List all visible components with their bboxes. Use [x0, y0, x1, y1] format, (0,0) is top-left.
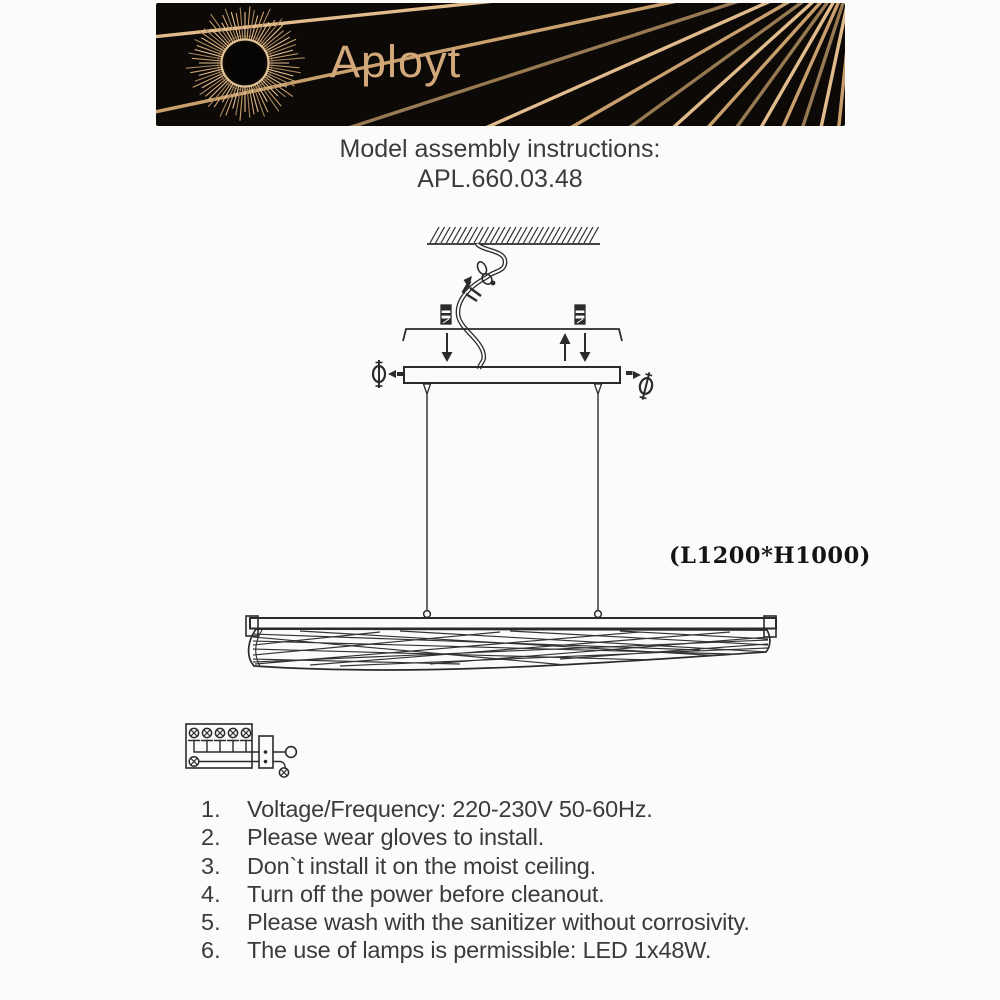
item-number: 5. [201, 909, 221, 936]
list-item [201, 908, 871, 936]
canopy-bar [404, 367, 620, 383]
item-text: Please wash with the sanitizer without corrosivity. [247, 909, 750, 936]
mounting-bracket [403, 329, 622, 341]
lamp-top-bar [250, 618, 776, 629]
item-text: Don`t install it on the moist ceiling. [247, 852, 596, 879]
item-number: 3. [201, 852, 221, 879]
side-screw-left-icon [373, 360, 404, 388]
item-number: 1. [201, 796, 221, 822]
item-text: Voltage/Frequency: 220-230V 50-60Hz. [247, 796, 653, 822]
ceiling-hatch [430, 227, 599, 243]
assembly-diagram [150, 200, 870, 800]
item-text: The use of lamps is permissible: LED 1x48W. [247, 937, 712, 964]
wall-anchor-left-icon [441, 305, 451, 324]
suspension-wire-left [424, 384, 431, 617]
side-screw-right-icon [626, 371, 655, 401]
title-block [0, 135, 1000, 194]
list-item [201, 823, 871, 851]
item-number: 4. [201, 880, 221, 907]
lamp-end-cap-right [764, 616, 776, 637]
page-title: Model assembly instructions: [339, 135, 661, 163]
item-text: Please wear gloves to install. [247, 824, 545, 851]
instructions-list [201, 795, 871, 965]
power-cable-icon [458, 244, 505, 369]
brand-name: Aployt [330, 36, 462, 87]
suspension-wire-right [595, 384, 602, 617]
item-number: 6. [201, 937, 221, 964]
brand-banner [156, 3, 845, 126]
list-item [201, 880, 871, 908]
item-number: 2. [201, 824, 221, 851]
dimension-label: (L1200*H1000) [669, 543, 871, 569]
item-text: Turn off the power before cleanout. [247, 880, 605, 907]
wiring-terminal-diagram [186, 724, 296, 777]
screw-direction-arrows [442, 333, 591, 362]
terminal-screws [189, 728, 252, 752]
lamp-shade-mesh [253, 630, 768, 668]
list-item [201, 936, 871, 964]
model-number: APL.660.03.48 [417, 164, 583, 193]
list-item [201, 852, 871, 880]
lamp-fixture [246, 616, 776, 670]
wall-anchor-right-icon [575, 305, 585, 324]
list-item [201, 795, 871, 823]
banner-art [156, 3, 845, 126]
